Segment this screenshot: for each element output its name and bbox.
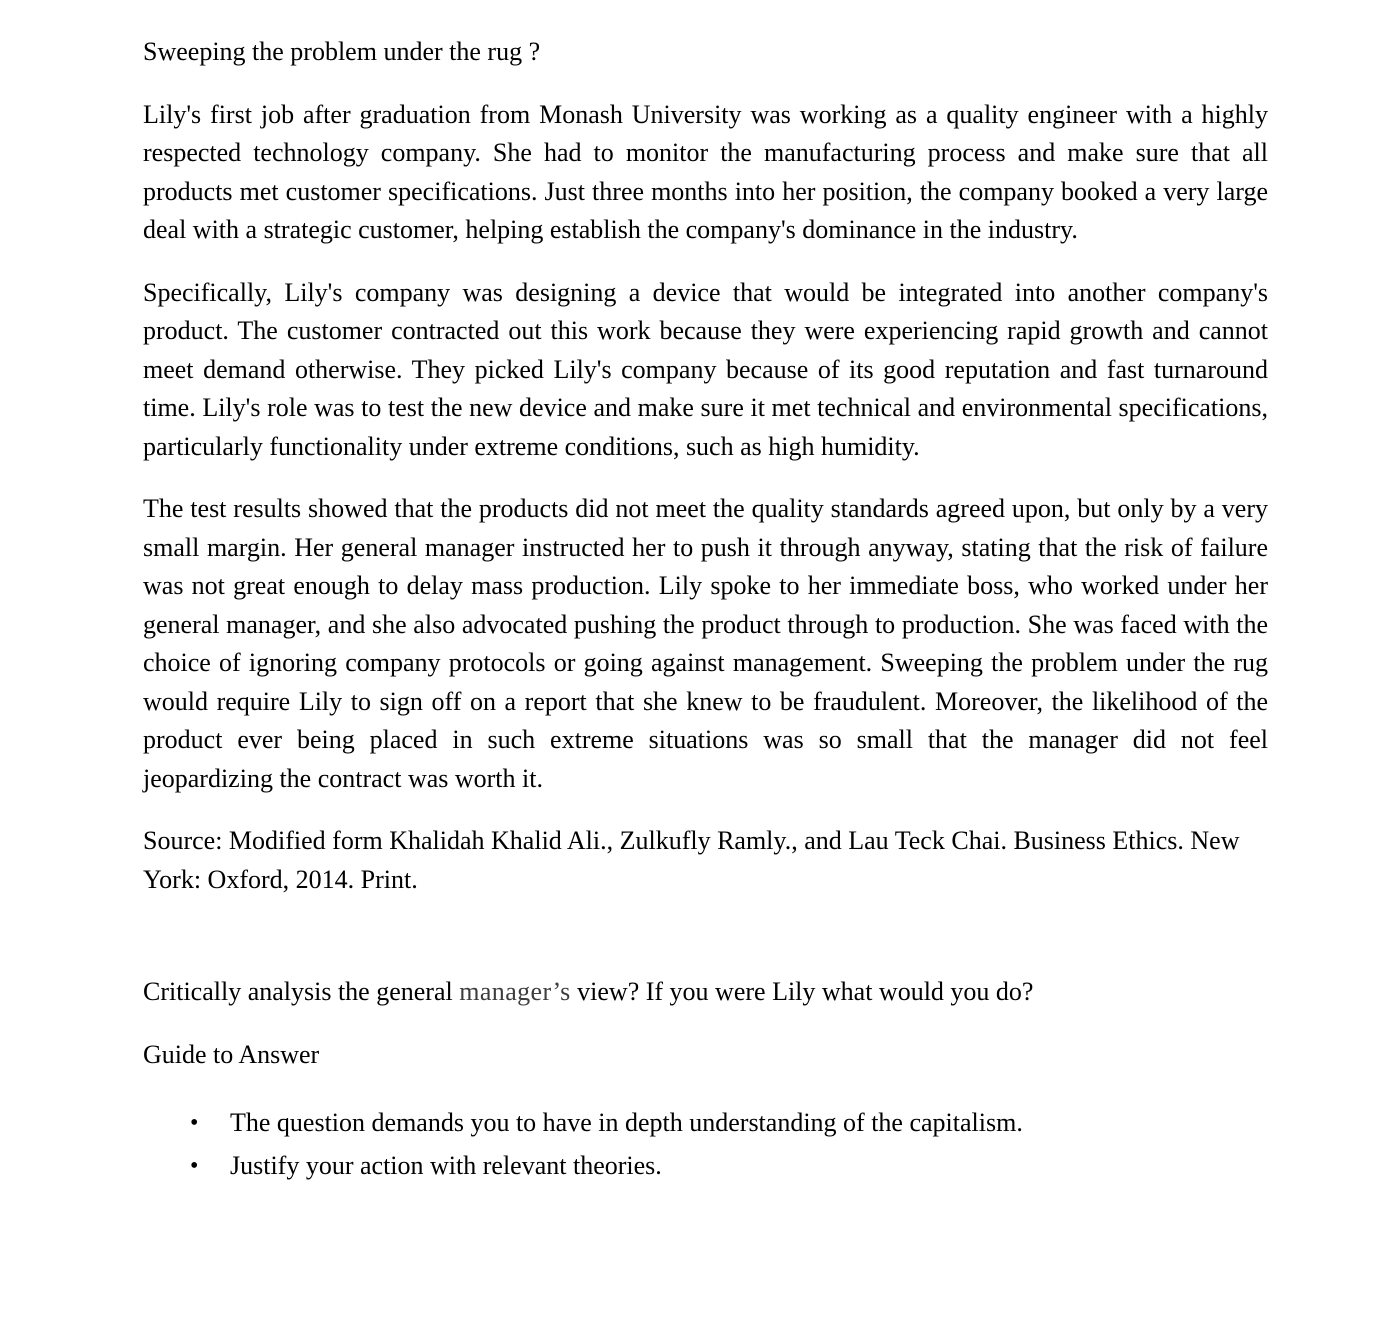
- paragraph-test-results: The test results showed that the products did not meet the quality standards agreed upon, but only by a very small margin. Her general manager instructed her to push it through anyway, stating that the risk of failure was not great enough to delay mass production. Lily spoke to her immediate boss, who worked under her general manager, and she also advocated pushing the product through to production. She was faced with the choice of ignoring company protocols or going against management. Sweeping the problem under the rug would require Lily to sign off on a report that she knew to be fraudulent. Moreover, the likelihood of the product ever being placed in such extreme situations was so small that the manager did not feel jeopardizing the contract was worth it.: [143, 494, 1268, 793]
- bullet-item: [190, 1147, 1268, 1186]
- guide-heading: Guide to Answer: [143, 1039, 320, 1069]
- bullet-icon: •: [190, 1152, 199, 1179]
- guide-bullet-list: [143, 1104, 1268, 1185]
- source-citation: Source: Modified form Khalidah Khalid Ali., Zulkufly Ramly., and Lau Teck Chai. Business Ethics. New York: Oxford, 2014. Print.: [143, 826, 1240, 894]
- question-suffix: view? If you were Lily what would you do?: [570, 977, 1034, 1006]
- question-prefix: Critically analysis the general: [143, 977, 460, 1006]
- bullet-icon: •: [190, 1110, 199, 1136]
- bullet-text: Justify your action with relevant theories.: [230, 1150, 662, 1180]
- case-title: Sweeping the problem under the rug ?: [143, 37, 541, 66]
- bullet-text: The question demands you to have in depth understanding of the capitalism.: [230, 1108, 1023, 1137]
- paragraph-background: Lily's first job after graduation from Monash University was working as a quality engineer with a highly respected technology company. She had to monitor the manufacturing process and make sure that all products met customer specifications. Just three months into her position, the company booked a very large deal with a strategic customer, helping establish the company's dominance in the industry.: [143, 99, 1268, 244]
- question-line: [143, 973, 1268, 1012]
- question-highlight-word: manager’s: [459, 977, 571, 1006]
- bullet-item: [190, 1104, 1268, 1143]
- paragraph-device-design: Specifically, Lily's company was designing a device that would be integrated into another company's product. The customer contracted out this work because they were experiencing rapid growth and cannot meet demand otherwise. They picked Lily's company because of its good reputation and fast turnaround time. Lily's role was to test the new device and make sure it met technical and environmental specifications, particularly functionality under extreme conditions, such as high humidity.: [143, 277, 1268, 461]
